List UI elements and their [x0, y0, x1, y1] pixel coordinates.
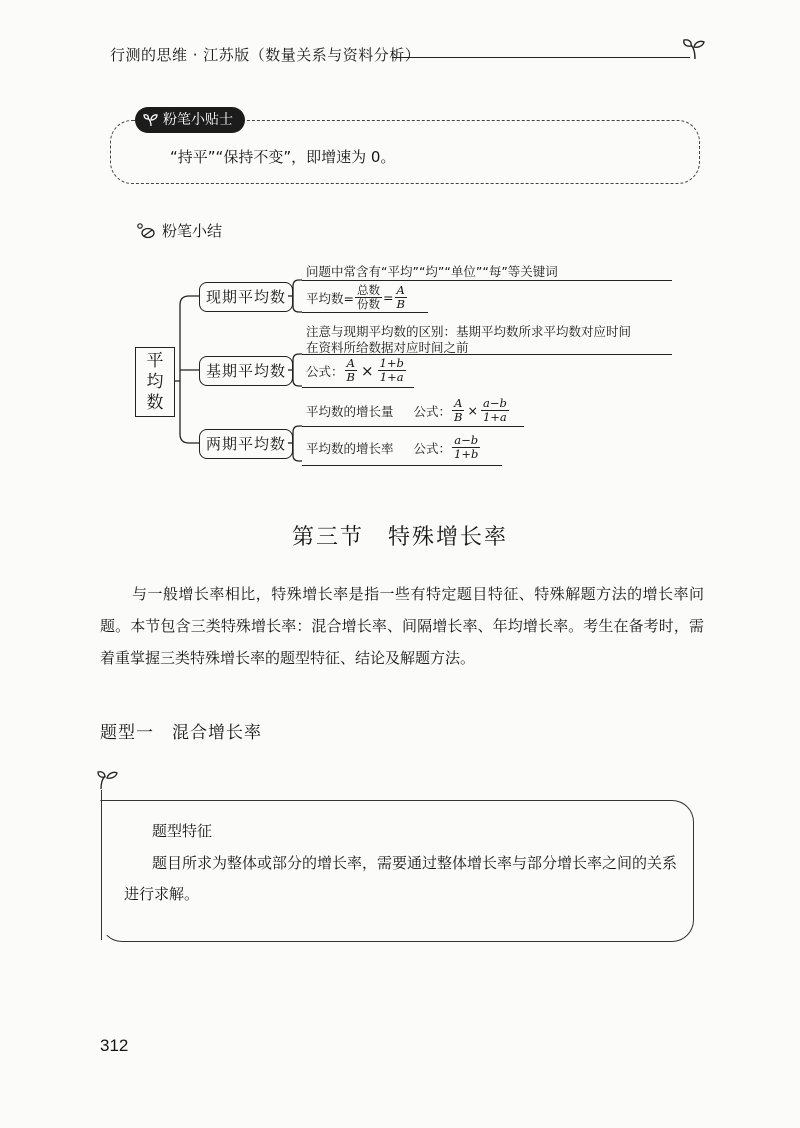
- two-period-rate-row: [306, 434, 481, 461]
- fraction: [452, 434, 480, 461]
- current-rule-top: [302, 280, 672, 281]
- mind-map-root: [135, 347, 175, 417]
- equals-sign: =: [382, 290, 394, 305]
- amount-label: 平均数的增长量: [306, 403, 394, 419]
- two-period-amount-row: [306, 397, 510, 424]
- summary-title-text: 粉笔小结: [162, 222, 223, 240]
- fraction-numerator: 总数: [356, 283, 380, 297]
- section-paragraph: 与一般增长率相比，特殊增长率是指一些有特定题目特征、特殊解题方法的增长率问题。本节包含三类特殊增长率：混合增长率、间隔增长率、年均增长率。考生在备考时，需着重掌握三类特殊增长率的题型特征、结论及解题方法。: [100, 585, 704, 667]
- feature-text: [124, 848, 684, 910]
- rate-prefix: 公式：: [413, 440, 452, 456]
- tip-label-text: 粉笔小贴士: [163, 112, 233, 128]
- fraction-numerator: a−b: [454, 433, 479, 447]
- base-note-line1: 注意与现期平均数的区别：基期平均数所求平均数对应时间: [306, 324, 632, 339]
- fraction: [345, 357, 357, 384]
- rate-rule: [302, 465, 502, 466]
- type-title: 题型一 混合增长率: [100, 723, 262, 743]
- base-formula: [306, 357, 407, 384]
- running-header: 行测的思维 · 江苏版（数量关系与资料分析）: [110, 46, 421, 64]
- fraction-numerator: A: [396, 283, 405, 297]
- fraction-denominator: 1+a: [482, 410, 507, 424]
- fraction-denominator: B: [454, 410, 463, 424]
- base-rule-bottom: [302, 387, 414, 388]
- rate-label: 平均数的增长率: [306, 440, 394, 456]
- fraction-numerator: 1+b: [379, 356, 404, 370]
- fraction-denominator: B: [346, 370, 355, 384]
- amount-prefix: 公式：: [413, 403, 452, 419]
- fraction: [452, 397, 464, 424]
- node-base-average: 基期平均数: [199, 356, 293, 386]
- fraction-denominator: 份数: [356, 297, 380, 311]
- fraction: [355, 284, 382, 311]
- sprout-icon: [96, 768, 124, 790]
- fraction-denominator: 1+b: [454, 447, 479, 461]
- root-char: 均: [146, 371, 164, 392]
- node-two-period-average: 两期平均数: [199, 429, 293, 459]
- current-rule-bottom: [302, 312, 428, 313]
- root-char: 平: [146, 350, 164, 371]
- fraction: [481, 397, 509, 424]
- fraction-numerator: A: [454, 396, 463, 410]
- fraction: [378, 357, 406, 384]
- fraction-denominator: 1+a: [379, 370, 404, 384]
- current-note: 问题中常含有“平均”“均”“单位”“每”等关键词: [306, 264, 558, 279]
- root-char: 数: [146, 392, 164, 413]
- fraction-denominator: B: [396, 297, 405, 311]
- current-formula: [306, 284, 408, 311]
- times-sign: ×: [467, 403, 478, 418]
- section-intro: [100, 578, 704, 674]
- feature-title: 题型特征: [152, 822, 213, 840]
- base-formula-prefix: 公式：: [306, 363, 344, 379]
- fraction: [394, 284, 406, 311]
- node-current-average: 现期平均数: [199, 282, 293, 312]
- times-sign: ×: [360, 361, 374, 380]
- feature-paragraph: 题目所求为整体或部分的增长率，需要通过整体增长率与部分增长率之间的关系进行求解。: [124, 854, 678, 903]
- current-formula-prefix: 平均数=: [306, 290, 354, 306]
- section-title: 第三节 特殊增长率: [291, 525, 508, 550]
- fraction-numerator: a−b: [482, 396, 507, 410]
- tip-text: “持平”“保持不变”，即增速为 0。: [170, 148, 396, 166]
- amount-rule: [302, 426, 524, 427]
- page-number: 312: [100, 1036, 129, 1055]
- base-rule-top: [302, 354, 672, 355]
- mind-map-connectors: [0, 0, 800, 500]
- base-note-line2: 在资料所给数据对应时间之前: [306, 340, 469, 355]
- fraction-numerator: A: [346, 356, 355, 370]
